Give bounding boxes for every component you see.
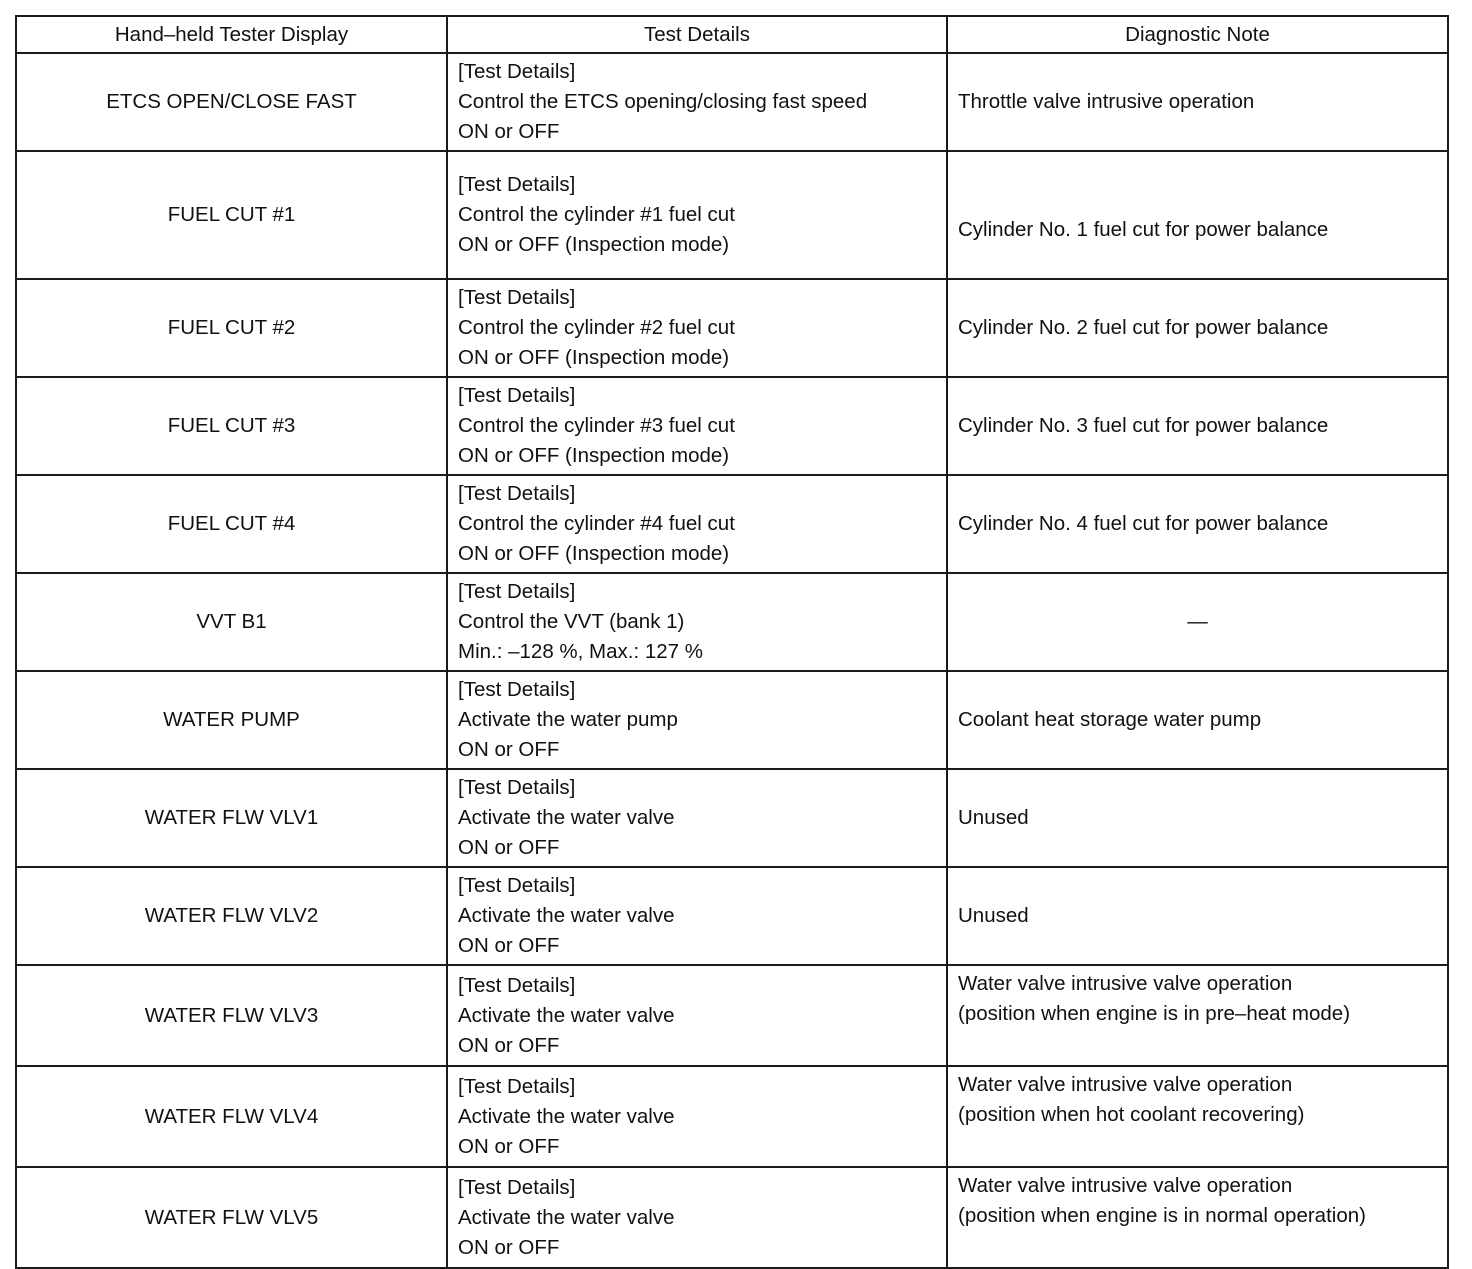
diagnostic-note-cell [947, 867, 1448, 965]
test-details-cell [447, 475, 947, 573]
details-line: Activate the water valve [458, 1104, 675, 1128]
test-details-cell [447, 1066, 947, 1167]
tester-display-cell: FUEL CUT #3 [16, 377, 447, 475]
test-details-cell [447, 965, 947, 1066]
tester-display-cell: WATER FLW VLV5 [16, 1167, 447, 1268]
table-row [16, 53, 1448, 151]
table-row [16, 573, 1448, 671]
diagnostic-note-cell [947, 475, 1448, 573]
table-row [16, 867, 1448, 965]
details-line: ON or OFF (Inspection mode) [458, 346, 730, 369]
tester-display-cell: WATER FLW VLV3 [16, 965, 447, 1066]
note-line: Throttle valve intrusive operation [958, 90, 1255, 113]
test-details-cell [447, 769, 947, 867]
test-details-cell [447, 573, 947, 671]
table-row [16, 377, 1448, 475]
header-tester-display: Hand–held Tester Display [16, 16, 447, 53]
details-line: [Test Details] [458, 973, 576, 997]
details-line: ON or OFF (Inspection mode) [458, 233, 730, 256]
diagnostic-note-cell [947, 573, 1448, 671]
details-line: [Test Details] [458, 580, 576, 603]
details-line: ON or OFF (Inspection mode) [458, 444, 730, 467]
note-line: Water valve intrusive valve operation [958, 1073, 1293, 1096]
details-line: ON or OFF [458, 1134, 560, 1158]
details-line: [Test Details] [458, 1074, 576, 1098]
tester-display-cell: ETCS OPEN/CLOSE FAST [16, 53, 447, 151]
test-details-cell [447, 279, 947, 377]
test-details-cell [447, 377, 947, 475]
note-line: Water valve intrusive valve operation [958, 972, 1293, 995]
tester-display-cell: WATER PUMP [16, 671, 447, 769]
diagnostic-note-cell [947, 377, 1448, 475]
test-details-cell [447, 151, 947, 279]
table-row [16, 1066, 1448, 1167]
test-details-cell [447, 53, 947, 151]
details-line: [Test Details] [458, 173, 576, 196]
note-line: Unused [958, 806, 1029, 829]
details-line: [Test Details] [458, 60, 576, 83]
tester-display-cell: VVT B1 [16, 573, 447, 671]
details-line: Activate the water pump [458, 708, 678, 731]
table-row [16, 965, 1448, 1066]
details-line: Control the cylinder #2 fuel cut [458, 316, 735, 339]
note-line: (position when engine is in pre–heat mode) [958, 1002, 1351, 1025]
note-line: (position when hot coolant recovering) [958, 1103, 1305, 1126]
details-line: Activate the water valve [458, 1205, 675, 1229]
active-test-table [15, 15, 1449, 1269]
tester-display-cell: FUEL CUT #1 [16, 151, 447, 279]
note-line: Coolant heat storage water pump [958, 708, 1262, 731]
tester-display-cell: WATER FLW VLV1 [16, 769, 447, 867]
note-line: Water valve intrusive valve operation [958, 1174, 1293, 1197]
details-line: [Test Details] [458, 678, 576, 701]
note-line: Cylinder No. 2 fuel cut for power balance [958, 316, 1329, 339]
table-row [16, 671, 1448, 769]
table-row [16, 279, 1448, 377]
details-line: Activate the water valve [458, 904, 675, 927]
table-row [16, 151, 1448, 279]
details-line: Activate the water valve [458, 806, 675, 829]
details-line: Control the cylinder #4 fuel cut [458, 512, 735, 535]
test-details-cell [447, 671, 947, 769]
header-diagnostic-note: Diagnostic Note [947, 16, 1448, 53]
tester-display-cell: FUEL CUT #4 [16, 475, 447, 573]
details-line: Activate the water valve [458, 1003, 675, 1027]
diagnostic-note-cell [947, 769, 1448, 867]
table-header-row [16, 16, 1448, 53]
details-line: [Test Details] [458, 776, 576, 799]
table-row [16, 769, 1448, 867]
details-line: Control the cylinder #1 fuel cut [458, 203, 735, 226]
details-line: [Test Details] [458, 874, 576, 897]
details-line: ON or OFF (Inspection mode) [458, 542, 730, 565]
diagnostic-note-cell [947, 1167, 1448, 1268]
test-details-cell [447, 867, 947, 965]
details-line: ON or OFF [458, 836, 560, 859]
diagnostic-note-cell [947, 671, 1448, 769]
tester-display-cell: WATER FLW VLV4 [16, 1066, 447, 1167]
details-line: [Test Details] [458, 1175, 576, 1199]
table-row [16, 1167, 1448, 1268]
header-test-details: Test Details [447, 16, 947, 53]
details-line: Control the cylinder #3 fuel cut [458, 414, 735, 437]
diagnostic-note-cell [947, 1066, 1448, 1167]
details-line: [Test Details] [458, 286, 576, 309]
table-row [16, 475, 1448, 573]
note-line: (position when engine is in normal operation) [958, 1204, 1366, 1227]
details-line: Control the ETCS opening/closing fast speed [458, 90, 868, 113]
details-line: ON or OFF [458, 120, 560, 143]
diagnostic-note-cell [947, 279, 1448, 377]
diagnostic-note-cell [947, 53, 1448, 151]
note-line: Cylinder No. 3 fuel cut for power balance [958, 414, 1329, 437]
details-line: Control the VVT (bank 1) [458, 610, 685, 633]
tester-display-cell: FUEL CUT #2 [16, 279, 447, 377]
note-line: Cylinder No. 1 fuel cut for power balance [958, 218, 1329, 241]
details-line: [Test Details] [458, 482, 576, 505]
test-details-cell [447, 1167, 947, 1268]
note-line: Unused [958, 904, 1029, 927]
diagnostic-note-cell [947, 151, 1448, 279]
details-line: ON or OFF [458, 1235, 560, 1259]
tester-display-cell: WATER FLW VLV2 [16, 867, 447, 965]
details-line: ON or OFF [458, 1033, 560, 1057]
note-line: — [1187, 610, 1208, 633]
note-line: Cylinder No. 4 fuel cut for power balance [958, 512, 1329, 535]
details-line: [Test Details] [458, 384, 576, 407]
details-line: Min.: –128 %, Max.: 127 % [458, 640, 703, 663]
details-line: ON or OFF [458, 738, 560, 761]
diagnostic-note-cell [947, 965, 1448, 1066]
details-line: ON or OFF [458, 934, 560, 957]
